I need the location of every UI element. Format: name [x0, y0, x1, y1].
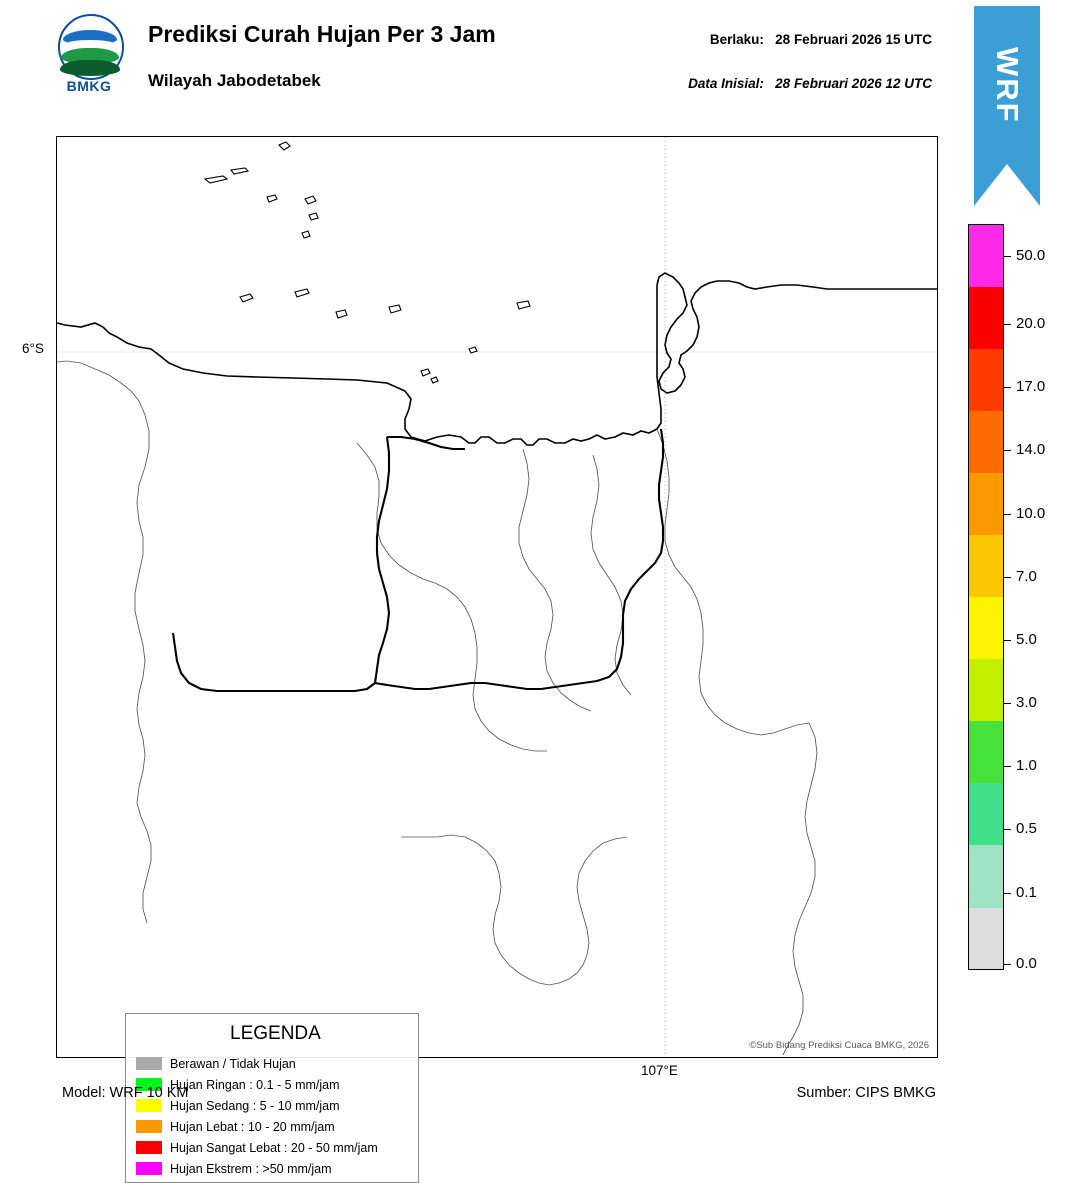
tick-line-icon: [1004, 829, 1011, 830]
logo-disc: [58, 14, 124, 80]
legend-item-lebat: [136, 1116, 416, 1137]
logo-wave-white: [66, 40, 114, 48]
ribbon-tail-left: [974, 164, 1007, 206]
latitude-label: 6°S: [22, 341, 44, 356]
admin-boundaries-thin: [57, 361, 817, 1055]
legend-label-ekstrem: Hujan Ekstrem : >50 mm/jam: [170, 1161, 332, 1176]
tick-line-icon: [1004, 640, 1011, 641]
wrf-ribbon: [974, 6, 1040, 206]
page-title: Prediksi Curah Hujan Per 3 Jam: [148, 21, 496, 47]
legend-label-sangat-lebat: Hujan Sangat Lebat : 20 - 50 mm/jam: [170, 1140, 378, 1155]
logo-wave-dark: [60, 60, 120, 76]
colorbar-cell-20: [969, 287, 1003, 349]
colorbar-tick-label-7: 7.0: [1016, 567, 1037, 585]
colorbar-ticks: [1004, 224, 1068, 970]
colorbar-tick-label-00: 0.0: [1016, 954, 1037, 972]
colorbar-cell-50: [969, 225, 1003, 287]
tick-line-icon: [1004, 387, 1011, 388]
legend-item-ekstrem: [136, 1158, 416, 1179]
tick-line-icon: [1004, 256, 1011, 257]
logo-text: BMKG: [66, 78, 112, 94]
colorbar-tick-label-1: 1.0: [1016, 756, 1037, 774]
colorbar-cell-1: [969, 783, 1003, 845]
tick-line-icon: [1004, 324, 1011, 325]
colorbar-tick-label-10: 10.0: [1016, 504, 1046, 522]
colorbar-cell-10: [969, 473, 1003, 535]
colorbar-tick-label-20: 20.0: [1016, 314, 1046, 332]
colorbar-tick-label-05: 0.5: [1016, 819, 1037, 837]
valid-time-value: 28 Februari 2026 15 UTC: [775, 32, 932, 47]
valid-time-label: Berlaku:: [709, 32, 764, 47]
colorbar-cell-5: [969, 597, 1003, 659]
legend-item-sangat-lebat: [136, 1137, 416, 1158]
legend-label-ringan: Hujan Ringan : 0.1 - 5 mm/jam: [170, 1077, 340, 1092]
init-time-label: Data Inisial:: [688, 76, 764, 91]
colorbar-tick-label-3: 3.0: [1016, 693, 1037, 711]
map-vector-layer: [57, 137, 937, 1057]
tick-line-icon: [1004, 703, 1011, 704]
footer-source: Sumber: CIPS BMKG: [796, 1085, 936, 1101]
map-copyright: ©Sub Bidang Prediksi Cuaca BMKG, 2026: [749, 1040, 929, 1051]
tick-line-icon: [1004, 964, 1011, 965]
ribbon-tail-right: [1007, 164, 1040, 206]
colorbar-tick-label-17: 17.0: [1016, 377, 1046, 395]
colorbar: [968, 224, 1004, 970]
tick-line-icon: [1004, 766, 1011, 767]
coastline: [57, 273, 937, 445]
legend-swatch-lebat: [136, 1120, 162, 1133]
init-time-row: [688, 76, 932, 91]
tick-line-icon: [1004, 893, 1011, 894]
legend-item-berawan: [136, 1053, 416, 1074]
admin-boundary-thick: [173, 429, 663, 691]
legend-swatch-berawan: [136, 1057, 162, 1070]
colorbar-tick-label-5: 5.0: [1016, 630, 1037, 648]
colorbar-cell-7: [969, 535, 1003, 597]
tick-line-icon: [1004, 514, 1011, 515]
bmkg-logo: [44, 14, 134, 100]
colorbar-cell-05: [969, 845, 1003, 907]
tick-line-icon: [1004, 450, 1011, 451]
longitude-label: 107°E: [641, 1063, 678, 1078]
page-header: [0, 0, 1072, 120]
legend-swatch-sangat-lebat: [136, 1141, 162, 1154]
tick-line-icon: [1004, 577, 1011, 578]
legend-rows: [136, 1053, 416, 1179]
islands-layer: [205, 142, 530, 383]
ribbon-label: WRF: [990, 46, 1025, 124]
legend-title: LEGENDA: [230, 1023, 321, 1044]
legend-label-lebat: Hujan Lebat : 10 - 20 mm/jam: [170, 1119, 335, 1134]
legend-label-sedang: Hujan Sedang : 5 - 10 mm/jam: [170, 1098, 340, 1113]
init-time-value: 28 Februari 2026 12 UTC: [775, 76, 932, 91]
colorbar-tick-label-14: 14.0: [1016, 440, 1046, 458]
footer-model: Model: WRF 10 KM: [62, 1085, 189, 1101]
colorbar-cell-3b: [969, 659, 1003, 721]
colorbar-tick-label-01: 0.1: [1016, 883, 1037, 901]
valid-time-row: [710, 32, 932, 47]
legend-swatch-ekstrem: [136, 1162, 162, 1175]
page-subtitle: Wilayah Jabodetabek: [148, 71, 321, 90]
graticule: [57, 137, 937, 1057]
colorbar-cell-3: [969, 721, 1003, 783]
legend-label-berawan: Berawan / Tidak Hujan: [170, 1056, 296, 1071]
colorbar-tick-label-50: 50.0: [1016, 246, 1046, 264]
colorbar-cell-01: [969, 908, 1003, 969]
colorbar-cell-14: [969, 411, 1003, 473]
colorbar-cell-17: [969, 349, 1003, 411]
